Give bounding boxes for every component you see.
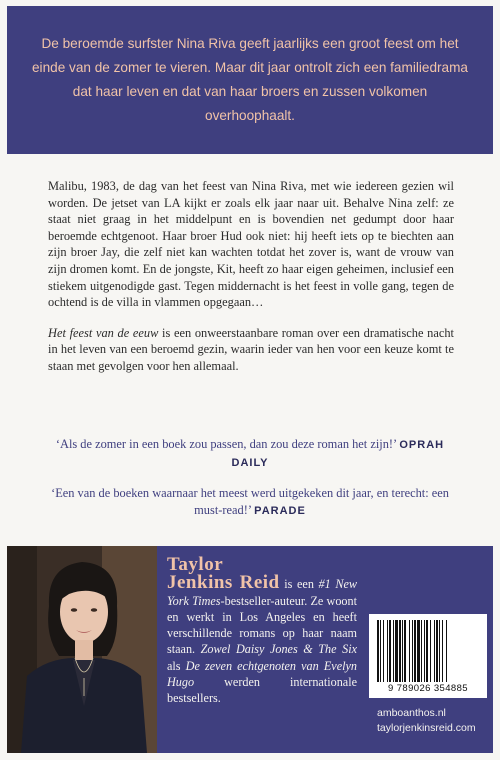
bio-title-2: De zeven echtgenoten van Evelyn Hugo [167,658,357,690]
barcode-bars [375,620,481,682]
bio-title-1: Zowel Daisy Jones & The Six [200,642,357,657]
barcode-bar [377,620,379,682]
synopsis-paragraph: Malibu, 1983, de dag van het feest van Nina Riva, met wie iedereen gezien wil worden. De jetset van LA kijkt er zoals elk jaar naar uit. Behalve Nina zelf: ze staat niet graag in het middelpunt en is bovendien net gedumpt door haar beroemde echtgenoot. Haar broer Hud ook niet: hij heeft iets op te biechten aan zijn broer Jay, die zelf niet kan wachten totdat het zover is, want de vrouw van zijn dromen komt. En de jongste, Kit, heeft zo haar eigen geheimen, inclusief een stiekem uitgenodigde gast. Tegen middernacht is het feest in volle gang, tegen de ochtend is de villa in vlammen opgegaan… [48,179,454,310]
blurb-band [7,6,493,154]
barcode-bar [442,620,443,682]
quote-text: ‘Een van de boeken waarnaar het meest werd uitgekeken dit jaar, en terecht: een must-read!’ [51,486,449,517]
barcode-bar [414,620,416,682]
review-quote-1 [40,436,460,472]
bio-bestseller: #1 New York Times [167,577,358,608]
barcode-bar [417,620,420,682]
bio-text-6: werden internationale bestsellers. [167,675,357,706]
pitch-paragraph [48,325,454,375]
barcode-bar [430,620,431,682]
barcode-bar [426,620,428,682]
review-quote-2 [40,485,460,520]
barcode-bar [409,620,410,682]
barcode-bar [439,620,440,682]
author-photo [7,546,157,753]
barcode-bar [402,620,403,682]
barcode-bar [424,620,425,682]
bio-text-4: als [167,658,186,673]
barcode-bar [387,620,388,682]
isbn-barcode [369,614,487,698]
author-band [7,546,493,753]
book-title: Het feest van de eeuw [48,325,159,340]
barcode-bar [380,620,381,682]
barcode-bar [404,620,406,682]
barcode-bar [389,620,391,682]
barcode-bar [383,620,384,682]
barcode-bar [412,620,413,682]
publisher-links [377,706,493,736]
author-website-link[interactable]: taylorjenkinsreid.com [377,722,476,734]
barcode-bar [395,620,398,682]
bio-text-2: -bestseller-auteur. Ze woont en werkt in Los Angeles en heeft verschillende romans op haar naam staan. [167,593,357,657]
publisher-link[interactable]: amboanthos.nl [377,707,446,719]
synopsis-block [48,178,454,389]
isbn-number: 9 789026 354885 [388,683,468,694]
barcode-bar [399,620,401,682]
quote-source: PARADE [254,505,306,517]
pitch-text: is een onweerstaanbare roman over een dramatische nacht in het leven van een beroemd gezin, waarin ieder van hen voor een keuze komt te staan met gevolgen voor hen allemaal. [48,325,454,373]
author-name-first: Taylor [167,554,224,575]
bio-text-1: is een [279,577,319,592]
barcode-bar [434,620,435,682]
barcode-bar [446,620,447,682]
blurb-text: De beroemde surfster Nina Riva geeft jaarlijks een groot feest om het einde van de zomer te vieren. Maar dit jaar ontrolt zich een familiedrama dat haar leven en dat van haar broers en zussen volkomen overhoophaalt. [32,36,468,123]
author-bio [167,556,357,707]
quote-text: ‘Als de zomer in een boek zou passen, dan zou deze roman het zijn!’ [55,437,397,451]
barcode-bar [436,620,438,682]
barcode-bar [421,620,422,682]
barcode-bar [393,620,394,682]
author-name-last: Jenkins Reid [167,572,280,594]
quote-source: OPRAH DAILY [231,439,445,469]
